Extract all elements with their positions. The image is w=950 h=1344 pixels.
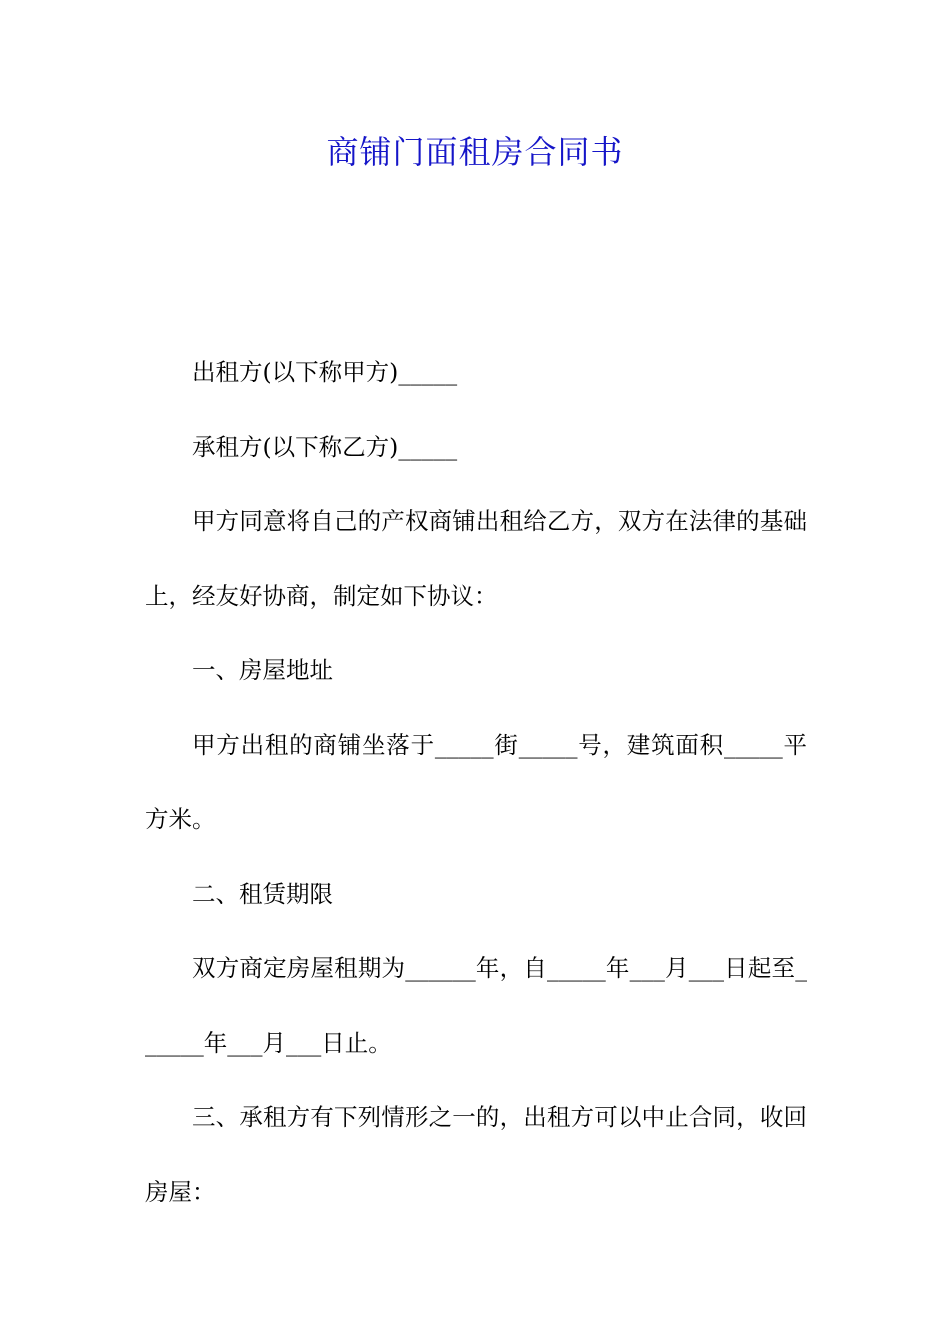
section-3-heading: 三、承租方有下列情形之一的，出租方可以中止合同，收回房屋： <box>145 1103 807 1206</box>
section-1-content: 甲方出租的商铺坐落于_____街_____号，建筑面积_____平方米。 <box>145 730 807 833</box>
document-body <box>145 335 807 1229</box>
section-2-heading: 二、租赁期限 <box>192 879 333 908</box>
section-1-heading: 一、房屋地址 <box>192 656 333 684</box>
agreement-intro: 甲方同意将自己的产权商铺出租给乙方，双方在法律的基础上，经友好协商，制定如下协议： <box>145 507 807 610</box>
document-title: 商铺门面租房合同书 <box>326 133 624 171</box>
lessor-line: 出租方(以下称甲方)_____ <box>192 358 458 386</box>
lessee-line: 承租方(以下称乙方)_____ <box>192 432 458 461</box>
section-2-content: 双方商定房屋租期为______年，自_____年___月___日起至______年___月___日止。 <box>145 954 807 1057</box>
